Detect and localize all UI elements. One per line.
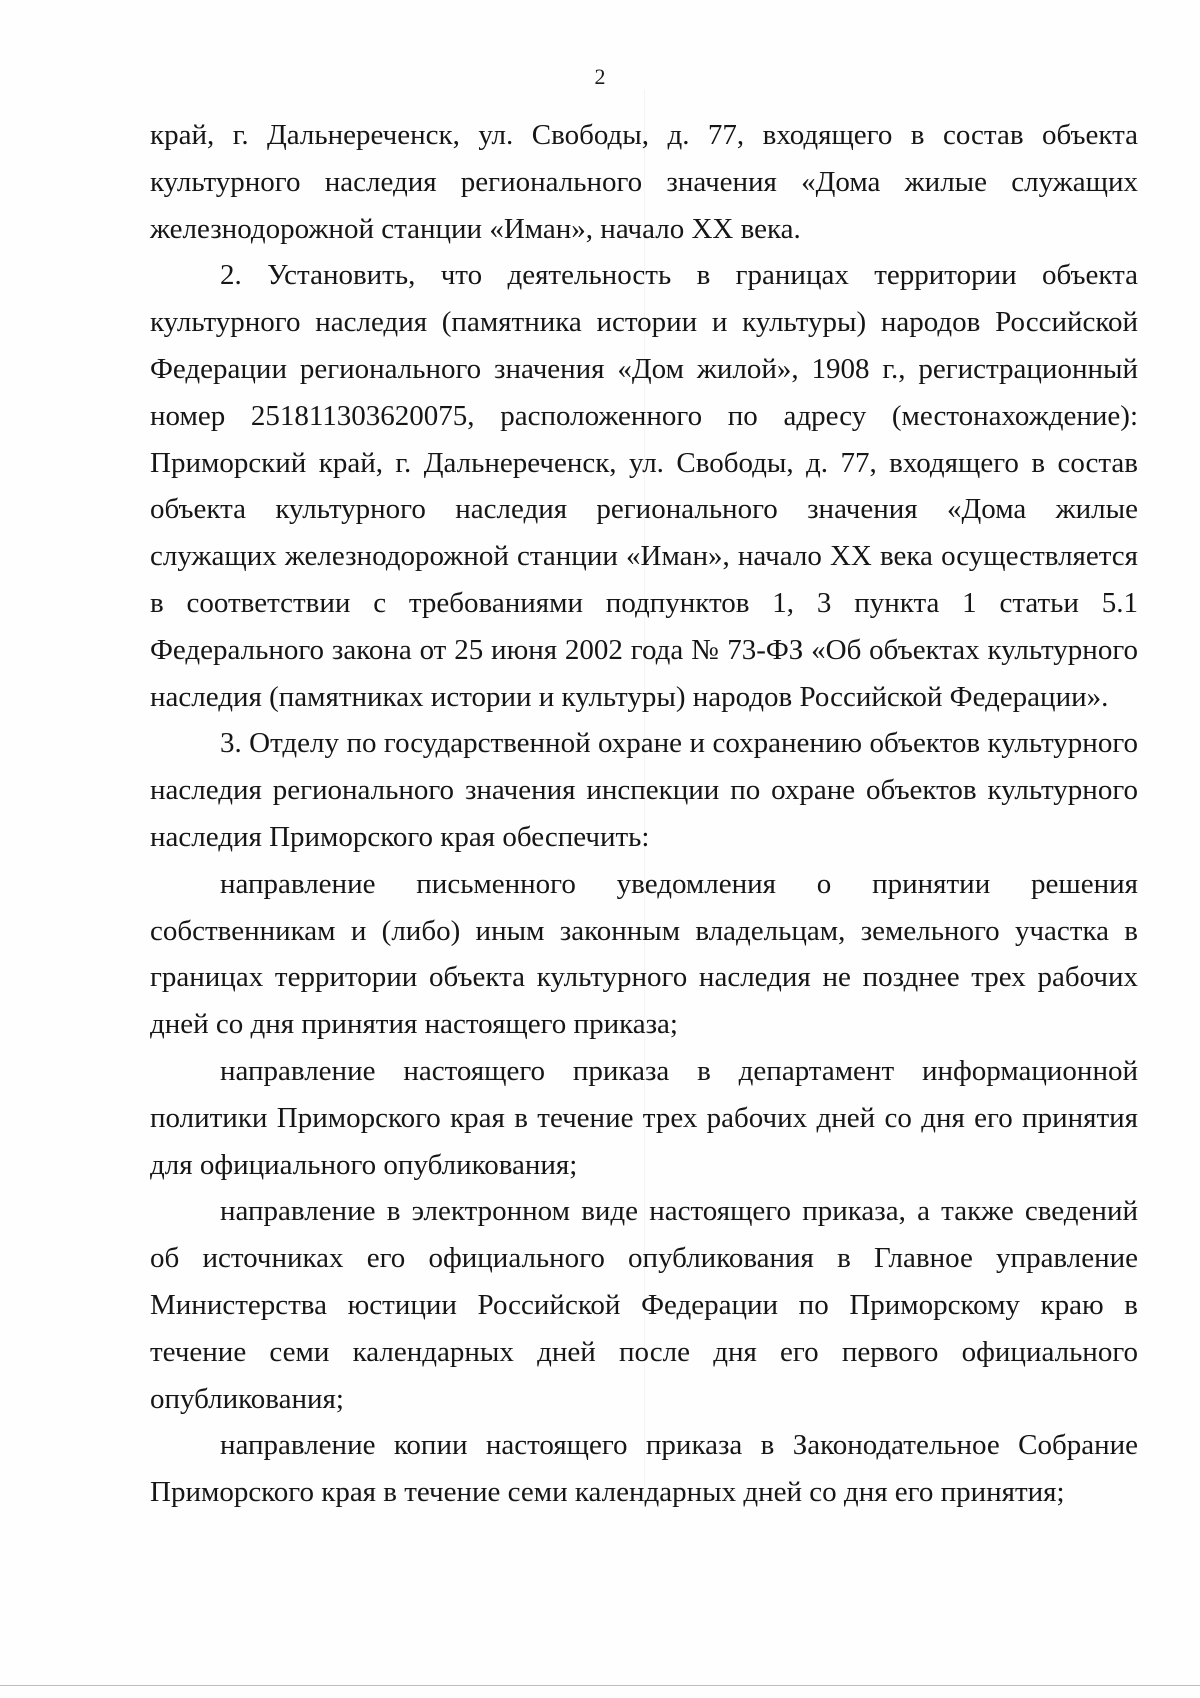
document-body — [150, 112, 1138, 1516]
paragraph-continuation: край, г. Дальнереченск, ул. Свободы, д. 77, входящего в состав объекта культурного наследия регионального значения «Дома жилые служащих железнодорожной станции «Иман», начало XX века. — [150, 119, 1138, 245]
paragraph-item-2: 2. Установить, что деятельность в границах территории объекта культурного наследия (памятника истории и культуры) народов Российской Федерации регионального значения «Дом жилой», 1908 г., регистрационный номер 251811303620075, расположенного по адресу (местонахождение): Приморский край, г. Дальнереченск, ул. Свободы, д. 77, входящего в состав объекта культурного наследия регионального значения «Дома жилые служащих железнодорожной станции «Иман», начало XX века осуществляется в соответствии с требованиями подпунктов 1, 3 пункта 1 статьи 5.1 Федерального закона от 25 июня 2002 года № 73-ФЗ «Об объектах культурного наследия (памятниках истории и культуры) народов Российской Федерации». — [150, 259, 1138, 713]
paragraph-notification: направление письменного уведомления о принятии решения собственникам и (либо) иным законным владельцам, земельного участка в границах территории объекта культурного наследия не позднее трех рабочих дней со дня принятия настоящего приказа; — [150, 867, 1138, 1041]
paragraph-justice-ministry: направление в электронном виде настоящего приказа, а также сведений об источниках его официального опубликования в Главное управление Министерства юстиции Российской Федерации по Приморскому краю в течение семи календарных дней после дня его первого официального опубликования; — [150, 1195, 1138, 1415]
paragraph-legislative-assembly: направление копии настоящего приказа в Законодательное Собрание Приморского края в течение семи календарных дней со дня его принятия; — [150, 1429, 1138, 1509]
scan-bottom-edge — [0, 1685, 1200, 1686]
paragraph-publication: направление настоящего приказа в департамент информационной политики Приморского края в течение трех рабочих дней со дня его принятия для официального опубликования; — [150, 1054, 1138, 1181]
paragraph-item-3: 3. Отделу по государственной охране и сохранению объектов культурного наследия регионального значения инспекции по охране объектов культурного наследия Приморского края обеспечить: — [150, 727, 1138, 853]
page-number: 2 — [594, 64, 606, 89]
